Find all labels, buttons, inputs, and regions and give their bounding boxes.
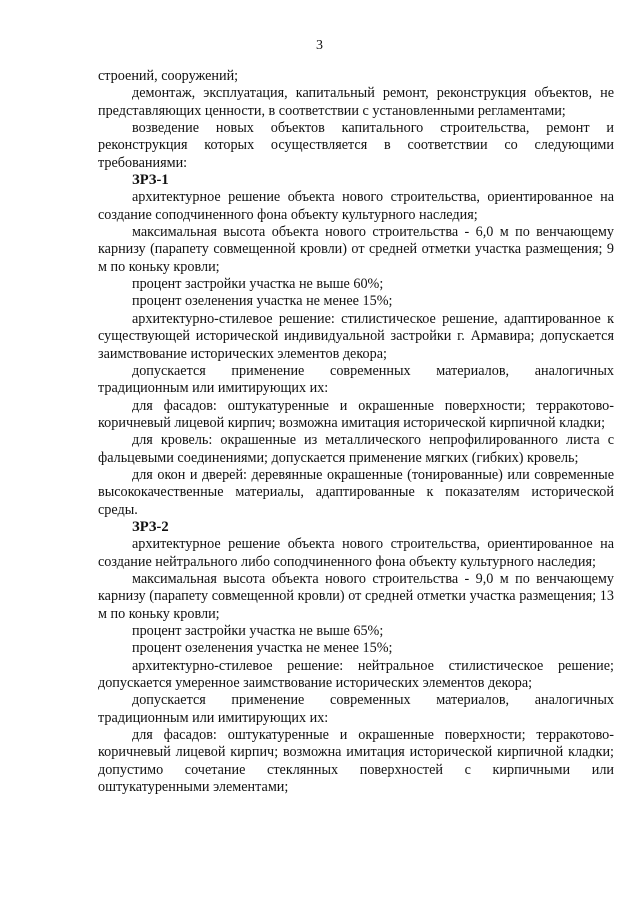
document-body — [98, 68, 614, 796]
paragraph: допускается применение современных материалов, аналогичных традиционным или имитирующих их: — [98, 692, 614, 726]
paragraph: процент застройки участка не выше 65%; — [132, 623, 384, 639]
paragraph: процент застройки участка не выше 60%; — [132, 276, 384, 293]
section-heading: ЗРЗ-1 — [132, 172, 169, 189]
paragraph: возведение новых объектов капитального строительства, ремонт и реконструкция которых осуществляется в соответствии со следующими требованиями: — [98, 120, 614, 171]
paragraph: для фасадов: оштукатуренные и окрашенные поверхности; терракотово-коричневый лицевой кирпич; возможна имитация исторической кирпичной кладки; допустимо сочетание стеклянных поверхностей с кирпичными или оштукатуренными элементами; — [98, 727, 614, 796]
paragraph: строений, сооружений; — [98, 68, 239, 84]
paragraph: для окон и дверей: деревянные окрашенные (тонированные) или современные высококачественные материалы, адаптированные к показателям исторической среды. — [98, 466, 614, 518]
paragraph: архитектурное решение объекта нового строительства, ориентированное на создание нейтрального либо соподчиненного фона объекту культурного наследия; — [98, 536, 614, 570]
paragraph: для кровель: окрашенные из металлического непрофилированного листа с фальцевыми соединениями; допускается применение мягких (гибких) кровель; — [98, 432, 614, 466]
paragraph: максимальная высота объекта нового строительства - 9,0 м по венчающему карнизу (парапету совмещенной кровли) от средней отметки участка размещения; 13 м по коньку кровли; — [98, 570, 614, 622]
paragraph: архитектурное решение объекта нового строительства, ориентированное на создание соподчиненного фона объекту культурного наследия; — [98, 189, 614, 223]
paragraph: демонтаж, эксплуатация, капитальный ремонт, реконструкция объектов, не представляющих ценности, в соответствии с установленными регламентами; — [98, 85, 614, 119]
paragraph: архитектурно-стилевое решение: стилистическое решение, адаптированное к существующей исторической индивидуальной застройки г. Армавира; допускается заимствование исторических элементов декора; — [98, 310, 614, 362]
paragraph: для фасадов: оштукатуренные и окрашенные поверхности; терракотово-коричневый лицевой кирпич; возможна имитация исторической кирпичной кладки; — [98, 397, 614, 431]
paragraph: допускается применение современных материалов, аналогичных традиционным или имитирующих их: — [98, 362, 614, 397]
paragraph: архитектурно-стилевое решение: нейтральное стилистическое решение; допускается умеренное заимствование исторических элементов декора; — [98, 657, 614, 692]
paragraph: максимальная высота объекта нового строительства - 6,0 м по венчающему карнизу (парапету совмещенной кровли) от средней отметки участка размещения; 9 м по коньку кровли; — [98, 224, 614, 275]
section-heading: ЗРЗ-2 — [132, 518, 169, 535]
paragraph: процент озеленения участка не менее 15%; — [132, 293, 393, 310]
page-number: 3 — [316, 38, 323, 53]
paragraph: процент озеленения участка не менее 15%; — [132, 640, 393, 657]
